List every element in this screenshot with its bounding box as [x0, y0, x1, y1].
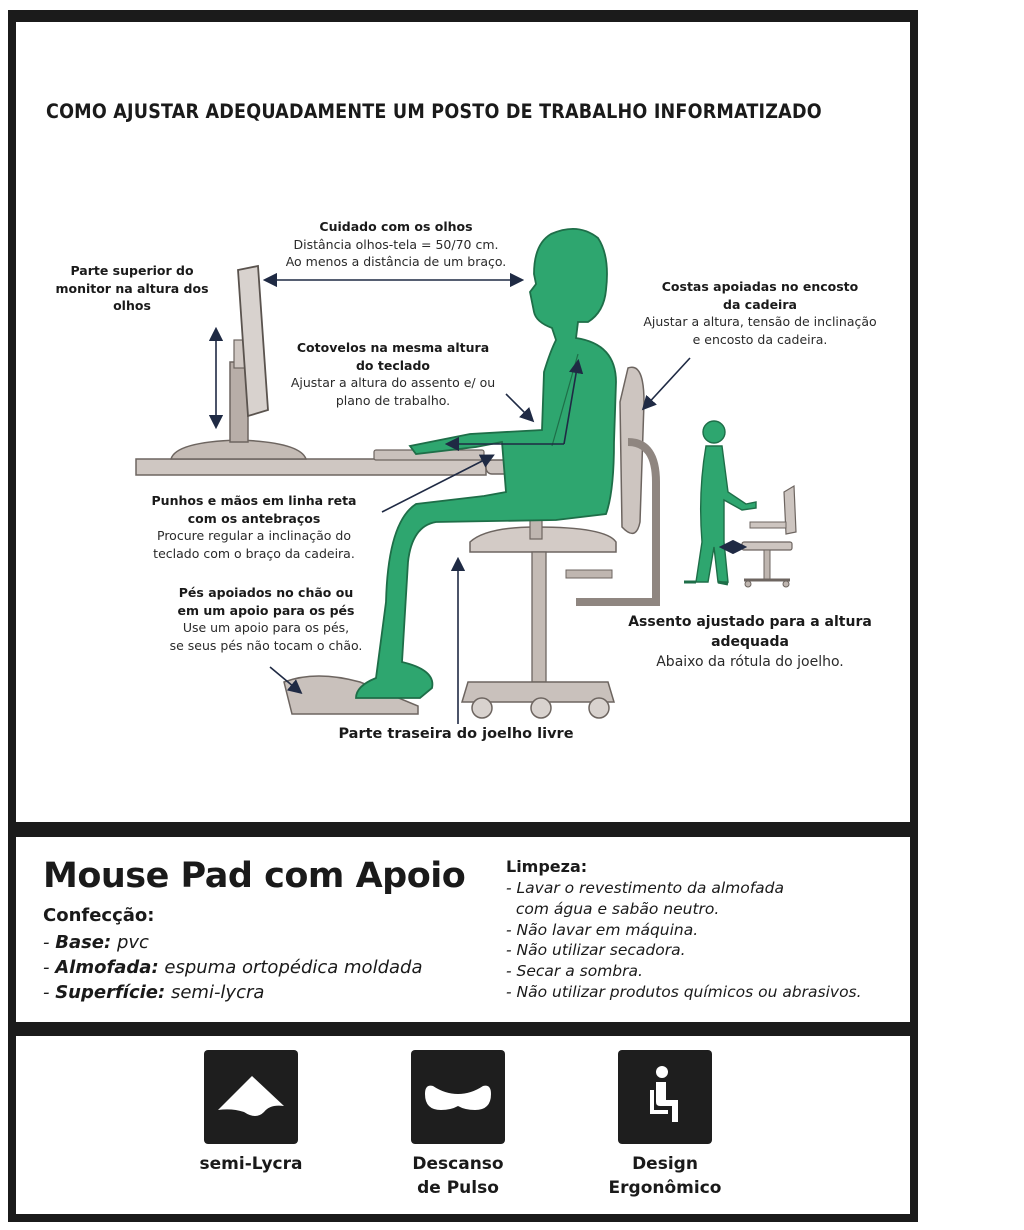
seat-annotation-line: Abaixo da rótula do joelho. [656, 654, 844, 670]
confeccao-heading: Confecção: [43, 905, 155, 926]
knee-annotation [326, 726, 586, 744]
wrists-annotation-title: com os antebraços [187, 510, 321, 526]
feature-caption [176, 1152, 326, 1176]
wrists-annotation-title: Punhos e mãos em linha reta [151, 493, 357, 508]
back-annotation-title: Costas apoiadas no encosto [661, 279, 859, 294]
feet-annotation-title: em um apoio para os pés [177, 602, 355, 618]
limpeza-item: com água e sabão neutro. [506, 899, 720, 918]
back-annotation-title: da cadeira [723, 296, 797, 312]
feet-annotation-title: Pés apoiados no chão ou [178, 585, 354, 600]
elbows-annotation [278, 339, 508, 409]
seat-annotation [610, 612, 890, 672]
feature-semi-lycra [176, 1050, 326, 1176]
confeccao-item-label: Almofada: [55, 957, 159, 978]
limpeza-item: - Lavar o revestimento da almofada [506, 879, 785, 897]
confeccao-item-value: pvc [116, 932, 149, 953]
wrists-annotation-line: Procure regular a inclinação do [157, 528, 351, 543]
eyes-annotation-title: Cuidado com os olhos [319, 219, 473, 234]
feature-caption-line: semi-Lycra [199, 1154, 303, 1174]
confeccao-item-label: Base: [55, 932, 112, 953]
limpeza-item: - Não utilizar secadora. [506, 941, 686, 960]
feature-caption [590, 1152, 740, 1200]
confeccao-list [43, 930, 422, 1005]
elbows-annotation-title: Cotovelos na mesma altura [296, 340, 490, 355]
seated-person-icon [618, 1050, 712, 1144]
workstation-illustration [16, 22, 910, 822]
feet-annotation-line: Use um apoio para os pés, [182, 620, 350, 635]
feature-caption-line: Design [632, 1154, 698, 1174]
standing-person-figure [684, 421, 756, 584]
feature-caption [383, 1152, 533, 1200]
back-annotation-line: Ajustar a altura, tensão de inclinação [643, 314, 877, 329]
elbows-annotation-line: Ajustar a altura do assento e/ ou [290, 375, 496, 390]
limpeza-heading: Limpeza: [506, 857, 588, 876]
feature-caption-line: de Pulso [417, 1178, 499, 1198]
wrists-annotation [134, 492, 374, 562]
eyes-annotation-line: Distância olhos-tela = 50/70 cm. [293, 236, 499, 252]
back-annotation [620, 278, 900, 348]
eyes-annotation-line: Ao menos a distância de um braço. [285, 254, 507, 269]
confeccao-item-label: Superfície: [55, 982, 166, 1003]
eyes-annotation [266, 218, 526, 271]
knee-annotation-title: Parte traseira do joelho livre [338, 726, 574, 742]
confeccao-item: - Almofada: espuma ortopédica moldada [43, 957, 423, 978]
wrist-rest-icon [411, 1050, 505, 1144]
seat-annotation-title: adequada [711, 634, 789, 650]
feature-caption-line: Descanso [412, 1154, 504, 1174]
elbows-annotation-title: do teclado [355, 357, 430, 373]
confeccao-item-value: semi-lycra [170, 982, 265, 1003]
ergonomics-diagram-panel [16, 22, 910, 822]
seat-annotation-title: Assento ajustado para a altura [628, 614, 872, 630]
limpeza-list [506, 878, 862, 1003]
monitor-annotation [42, 262, 222, 315]
wrists-annotation-line: teclado com o braço da cadeira. [153, 545, 355, 561]
limpeza-item: - Não lavar em máquina. [506, 920, 699, 939]
feature-wrist-rest [383, 1050, 533, 1200]
product-info-panel [16, 837, 910, 1022]
product-name: Mouse Pad com Apoio [43, 856, 466, 896]
desk [136, 459, 486, 475]
back-annotation-line: e encosto da cadeira. [692, 331, 828, 347]
fabric-wave-icon [204, 1050, 298, 1144]
features-panel [16, 1036, 910, 1214]
feet-annotation-line: se seus pés não tocam o chão. [169, 637, 363, 653]
small-chair [742, 486, 796, 587]
feature-ergonomic-design [590, 1050, 740, 1200]
confeccao-item: - Base: pvc [43, 932, 149, 953]
elbows-annotation-line: plano de trabalho. [335, 392, 451, 408]
limpeza-item: - Secar a sombra. [506, 962, 643, 981]
feature-caption-line: Ergonômico [608, 1178, 722, 1198]
confeccao-item: - Superfície: semi-lycra [43, 982, 265, 1003]
limpeza-item: - Não utilizar produtos químicos ou abrasivos. [506, 982, 862, 1001]
monitor-annotation-title: Parte superior do monitor na altura dos olhos [55, 263, 209, 313]
feet-annotation [146, 584, 386, 654]
confeccao-item-value: espuma ortopédica moldada [164, 957, 423, 978]
page-title: COMO AJUSTAR ADEQUADAMENTE UM POSTO DE TRABALHO INFORMATIZADO [46, 100, 822, 123]
